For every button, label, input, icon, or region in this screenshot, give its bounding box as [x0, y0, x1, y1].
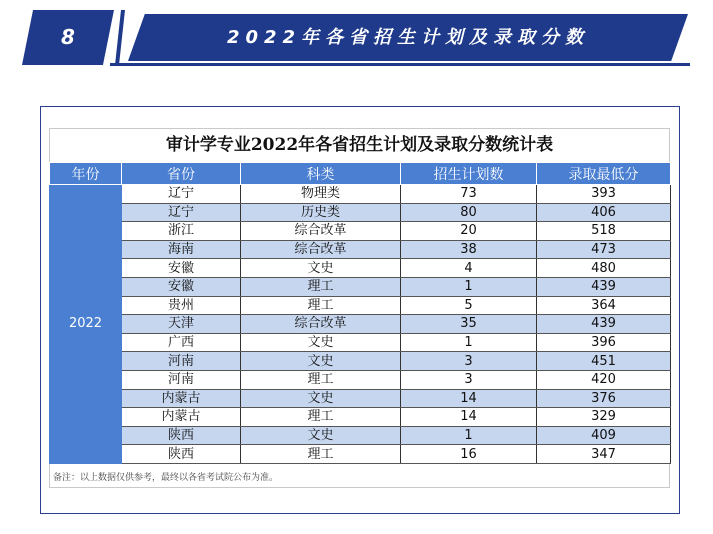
category-cell: 文史	[241, 426, 401, 445]
category-cell: 理工	[241, 408, 401, 427]
plan-cell: 16	[401, 445, 537, 464]
province-cell: 河南	[122, 370, 241, 389]
category-cell: 理工	[241, 296, 401, 315]
plan-cell: 14	[401, 408, 537, 427]
province-cell: 安徽	[122, 259, 241, 278]
col-header-min-score: 录取最低分	[537, 163, 671, 185]
col-header-plan: 招生计划数	[401, 163, 537, 185]
province-cell: 广西	[122, 333, 241, 352]
province-cell: 海南	[122, 240, 241, 259]
province-cell: 内蒙古	[122, 389, 241, 408]
plan-cell: 3	[401, 370, 537, 389]
plan-cell: 20	[401, 222, 537, 241]
table-row	[50, 389, 671, 408]
category-cell: 综合改革	[241, 222, 401, 241]
table-title: 审计学专业2022年各省招生计划及录取分数统计表	[165, 135, 554, 155]
header-separator	[115, 10, 125, 65]
min-score-cell: 364	[537, 296, 671, 315]
page-number: 8	[61, 25, 75, 49]
score-table	[49, 162, 671, 464]
category-cell: 历史类	[241, 203, 401, 222]
table-row	[50, 370, 671, 389]
header-underline	[110, 63, 690, 66]
category-cell: 文史	[241, 389, 401, 408]
col-header-province: 省份	[122, 163, 241, 185]
category-cell: 文史	[241, 259, 401, 278]
min-score-cell: 396	[537, 333, 671, 352]
table-row	[50, 240, 671, 259]
min-score-cell: 439	[537, 315, 671, 334]
plan-cell: 35	[401, 315, 537, 334]
table-row	[50, 445, 671, 464]
category-cell: 物理类	[241, 185, 401, 204]
footnote: 备注：以上数据仅供参考，最终以各省考试院公布为准。	[53, 473, 279, 483]
plan-cell: 4	[401, 259, 537, 278]
table-row	[50, 352, 671, 371]
category-cell: 综合改革	[241, 315, 401, 334]
category-cell: 综合改革	[241, 240, 401, 259]
table-header-row	[50, 163, 671, 185]
min-score-cell: 439	[537, 277, 671, 296]
min-score-cell: 420	[537, 370, 671, 389]
province-cell: 辽宁	[122, 185, 241, 204]
min-score-cell: 329	[537, 408, 671, 427]
province-cell: 安徽	[122, 277, 241, 296]
min-score-cell: 518	[537, 222, 671, 241]
province-cell: 辽宁	[122, 203, 241, 222]
plan-cell: 1	[401, 333, 537, 352]
min-score-cell: 347	[537, 445, 671, 464]
min-score-cell: 409	[537, 426, 671, 445]
table-row	[50, 185, 671, 204]
col-header-year: 年份	[50, 163, 122, 185]
plan-cell: 73	[401, 185, 537, 204]
min-score-cell: 473	[537, 240, 671, 259]
province-cell: 天津	[122, 315, 241, 334]
min-score-cell: 480	[537, 259, 671, 278]
table-row	[50, 259, 671, 278]
header-title: 2022年各省招生计划及录取分数	[226, 27, 590, 48]
category-cell: 理工	[241, 277, 401, 296]
min-score-cell: 451	[537, 352, 671, 371]
table-row	[50, 277, 671, 296]
min-score-cell: 376	[537, 389, 671, 408]
table-row	[50, 296, 671, 315]
table-row	[50, 408, 671, 427]
col-header-category: 科类	[241, 163, 401, 185]
plan-cell: 14	[401, 389, 537, 408]
table-row	[50, 203, 671, 222]
year-cell: 2022	[50, 185, 122, 464]
plan-cell: 38	[401, 240, 537, 259]
province-cell: 陕西	[122, 426, 241, 445]
province-cell: 贵州	[122, 296, 241, 315]
table-row	[50, 222, 671, 241]
table-row	[50, 426, 671, 445]
table-row	[50, 333, 671, 352]
plan-cell: 1	[401, 426, 537, 445]
province-cell: 陕西	[122, 445, 241, 464]
category-cell: 文史	[241, 352, 401, 371]
plan-cell: 5	[401, 296, 537, 315]
province-cell: 河南	[122, 352, 241, 371]
category-cell: 理工	[241, 370, 401, 389]
min-score-cell: 406	[537, 203, 671, 222]
plan-cell: 1	[401, 277, 537, 296]
plan-cell: 3	[401, 352, 537, 371]
category-cell: 理工	[241, 445, 401, 464]
category-cell: 文史	[241, 333, 401, 352]
min-score-cell: 393	[537, 185, 671, 204]
plan-cell: 80	[401, 203, 537, 222]
table-row	[50, 315, 671, 334]
province-cell: 内蒙古	[122, 408, 241, 427]
province-cell: 浙江	[122, 222, 241, 241]
